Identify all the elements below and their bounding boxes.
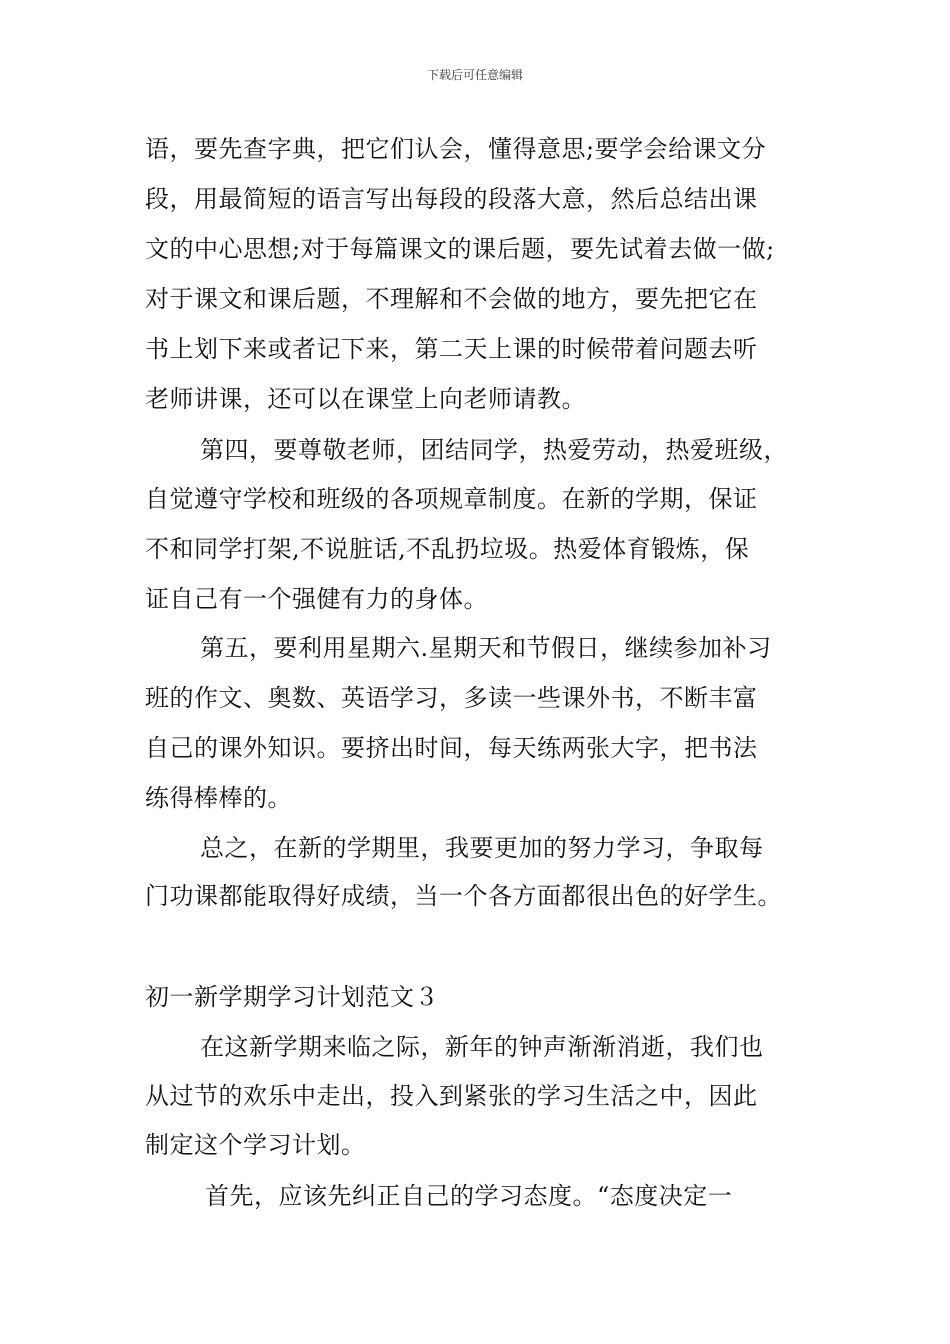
paragraph-first-line: 第四，要尊敬老师，团结同学，热爱劳动，热爱班级， <box>200 436 788 464</box>
text-line: 班的作文、奥数、英语学习，多读一些课外书，不断丰富 <box>145 684 758 712</box>
text-line: 练得棒棒的。 <box>145 784 292 812</box>
text-line: 不和同学打架,不说脏话,不乱扔垃圾。热爱体育锻炼，保 <box>145 535 750 563</box>
text-line: 书上划下来或者记下来，第二天上课的时候带着问题去听 <box>145 335 758 363</box>
text-line: 门功课都能取得好成绩，当一个各方面都很出色的好学生。 <box>145 882 782 910</box>
paragraph-first-line: 总之，在新的学期里，我要更加的努力学习，争取每 <box>200 834 764 862</box>
text-line: 从过节的欢乐中走出，投入到紧张的学习生活之中，因此 <box>145 1082 758 1110</box>
paragraph-first-line: 在这新学期来临之际，新年的钟声渐渐消逝，我们也 <box>200 1033 764 1061</box>
text-line: 老师讲课，还可以在课堂上向老师请教。 <box>145 385 586 413</box>
text-line: 证自己有一个强健有力的身体。 <box>145 585 488 613</box>
text-line: 自己的课外知识。要挤出时间，每天练两张大字，把书法 <box>145 734 758 762</box>
text-line: 制定这个学习计划。 <box>145 1131 366 1159</box>
text-line: 对于课文和课后题，不理解和不会做的地方，要先把它在 <box>145 285 758 313</box>
section-heading: 初一新学期学习计划范文３ <box>145 983 439 1011</box>
paragraph-first-line: 第五，要利用星期六.星期天和节假日，继续参加补习 <box>200 634 772 662</box>
paragraph-first-line: 首先，应该先纠正自己的学习态度。“态度决定一 <box>205 1182 733 1210</box>
text-line: 语，要先查字典，把它们认会，懂得意思;要学会给课文分 <box>145 135 767 163</box>
text-line: 文的中心思想;对于每篇课文的课后题，要先试着去做一做; <box>145 235 775 263</box>
text-line: 自觉遵守学校和班级的各项规章制度。在新的学期，保证 <box>145 485 758 513</box>
page-header: 下载后可任意编辑 <box>426 68 523 82</box>
text-line: 段，用最简短的语言写出每段的段落大意，然后总结出课 <box>145 185 758 213</box>
